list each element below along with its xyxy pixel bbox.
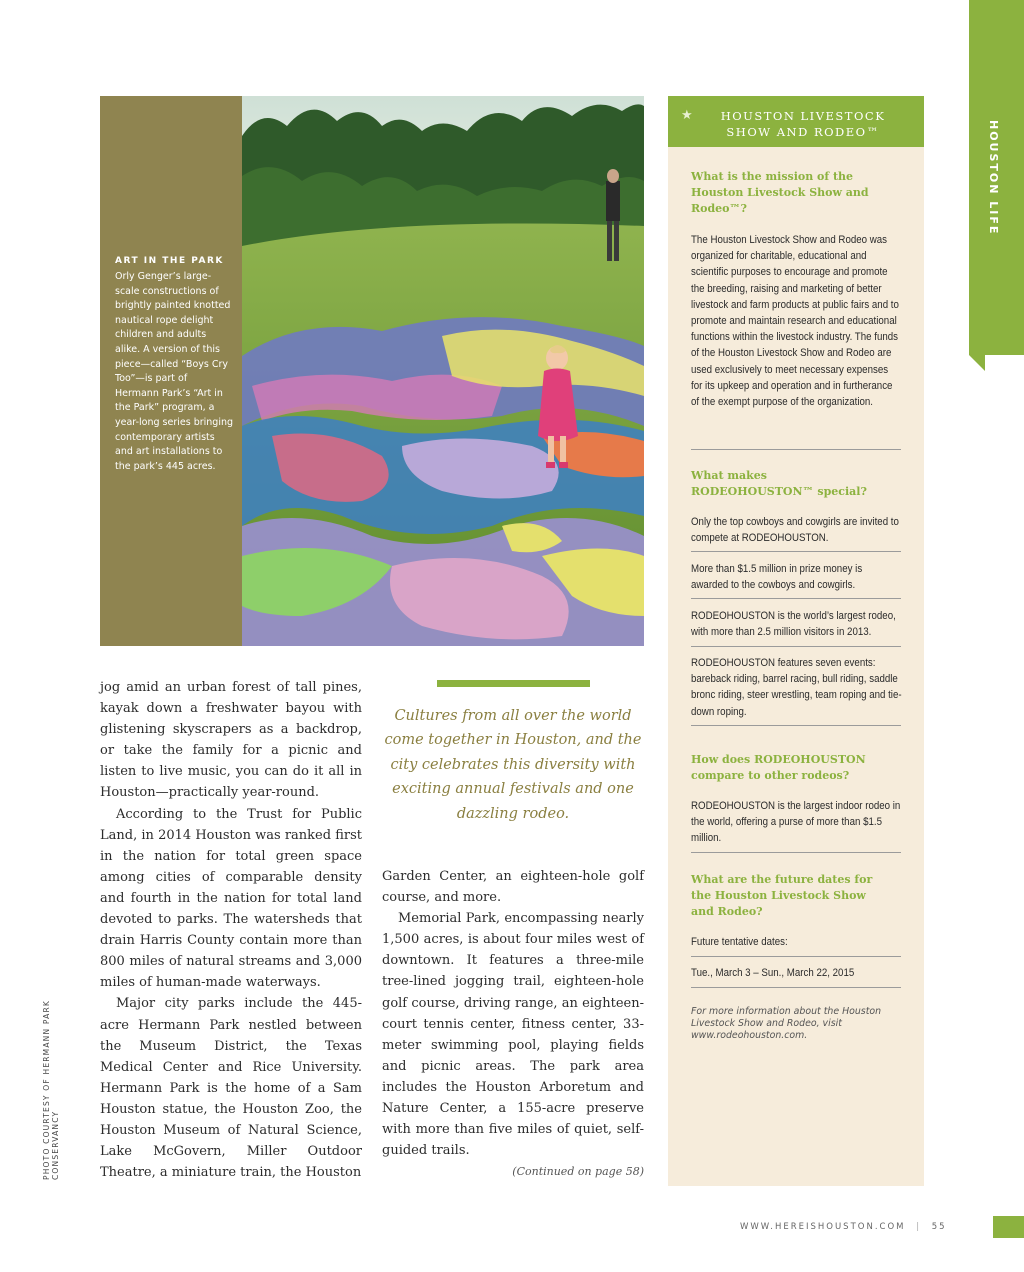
sidebar-answer [691, 232, 901, 410]
paragraph: Memorial Park, encompassing nearly 1,500 acres, is about four miles west of downtown. It features a three-mile tree-lined jogging trail, eighteen-hole golf course, driving range, an eighteen-court tennis center, fitness center, 33-meter swimming pool, playing fields and picnic areas. The park area includes the Houston Arboretum and Nature Center, a 155-acre preserve with more than five miles of quiet, self-guided trails. [382, 911, 644, 1159]
divider [691, 598, 901, 599]
sidebar-header [668, 96, 924, 147]
paragraph: According to the Trust for Public Land, in 2014 Houston was ranked first in the nation for total green space among cities of comparable density and fourth in the nation for total land devoted to parks. The watersheds that drain Harris County contain more than 800 miles of natural streams and 3,000 miles of human-made waterways. [100, 806, 362, 991]
photo-illustration [242, 96, 644, 646]
article-column-1 [100, 677, 362, 1183]
sidebar-answer [691, 561, 901, 593]
star-icon: ★ [681, 108, 693, 123]
sidebar-question: What makes RODEOHOUSTON™ special? [691, 469, 867, 498]
sidebar-answer [691, 934, 901, 950]
divider [691, 725, 901, 726]
section-tab-notch [969, 355, 985, 371]
footer-separator: | [916, 1222, 922, 1232]
sidebar-answer [691, 965, 901, 981]
paragraph: jog amid an urban forest of tall pines, kayak down a freshwater bayou with glistening skyscrapers as a backdrop, or take the family for a picnic and listen to live music, you can do it all in Houston—practically year-round. [100, 680, 362, 801]
pull-quote-rule [437, 680, 590, 687]
sidebar-dates: Tue., March 3 – Sun., March 22, 2015 [691, 967, 855, 979]
photo-caption-panel [100, 96, 242, 646]
sidebar-question: What is the mission of the Houston Livestock Show and Rodeo™? [691, 170, 869, 215]
sidebar-answer [691, 655, 901, 720]
caption-title: ART IN THE PARK [115, 256, 224, 266]
article-column-2 [382, 866, 644, 1182]
sidebar-answer-text: More than $1.5 million in prize money is awarded to the cowboys and cowgirls. [691, 563, 863, 592]
sidebar-title: HOUSTON LIVESTOCK SHOW AND RODEO™ [720, 109, 886, 139]
rodeo-sidebar [668, 96, 924, 1186]
sidebar-question: What are the future dates for the Houston Livestock Show and Rodeo? [691, 873, 873, 918]
page-footer [740, 1222, 947, 1232]
divider [691, 987, 901, 988]
footer-url: WWW.HEREISHOUSTON.COM [740, 1222, 906, 1232]
sidebar-answer [691, 798, 901, 847]
continued-note: (Continued on page 58) [512, 1165, 644, 1179]
sidebar-answer-text: Future tentative dates: [691, 936, 788, 948]
paragraph: Garden Center, an eighteen-hole golf course, and more. [382, 869, 644, 906]
sidebar-answer-text: Only the top cowboys and cowgirls are invited to compete at RODEOHOUSTON. [691, 516, 899, 545]
pull-quote: Cultures from all over the world come together in Houston, and the city celebrates this diversity with exciting annual festivals and one dazzling rodeo. [384, 708, 642, 822]
footer-accent-block [993, 1216, 1024, 1238]
paragraph: Major city parks include the 445-acre Hermann Park nestled between the Museum District, the Texas Medical Center and Rice University. Hermann Park is the home of a Sam Houston statue, the Houston Zoo, the Houston Museum of Natural Science, Lake McGovern, Miller Outdoor Theatre, a miniature train, the Houston [100, 996, 362, 1181]
sidebar-answer-text: RODEOHOUSTON is the world’s largest rodeo, with more than 2.5 million visitors in 2013. [691, 610, 896, 639]
sidebar-answer [691, 608, 901, 640]
sidebar-more-info: For more information about the Houston Livestock Show and Rodeo, visit www.rodeohouston.com. [691, 1006, 882, 1041]
art-in-the-park-photo [242, 96, 644, 646]
divider [691, 852, 901, 853]
sidebar-answer-text: The Houston Livestock Show and Rodeo was organized for charitable, educational and scientific purposes to encourage and promote the breeding, raising and marketing of better livestock and farm products at public fairs and to promote and maintain research and educational functions within the livestock industry. The funds of the Houston Livestock Show and Rodeo are used exclusively to meet necessary expenses for its upkeep and operation and in furtherance of the exempt purpose of the organization. [691, 234, 899, 409]
sidebar-answer [691, 514, 901, 546]
caption-text: Orly Genger’s large-scale constructions of brightly painted knotted nautical rope delight children and adults alike. A version of this piece—called “Boys Cry Too”—is part of Hermann Park’s “Art in the Park” program, a year-long series bringing contemporary artists and art installations to the park’s 445 acres. [115, 271, 234, 472]
divider [691, 956, 901, 957]
photo-credit: PHOTO COURTESY OF HERMANN PARK CONSERVANCY [42, 1000, 60, 1180]
sidebar-answer-text: RODEOHOUSTON is the largest indoor rodeo in the world, offering a purse of more than $1.5 million. [691, 800, 901, 845]
section-tab-label: HOUSTON LIFE [987, 120, 1000, 236]
page-number: 55 [931, 1222, 947, 1232]
divider [691, 646, 901, 647]
sidebar-answer-text: RODEOHOUSTON features seven events: bareback riding, barrel racing, bull riding, saddle bronc riding, steer wrestling, team roping and tie-down roping. [691, 657, 902, 718]
section-tab [969, 0, 1024, 355]
divider [691, 551, 901, 552]
sidebar-question: How does RODEOHOUSTON compare to other rodeos? [691, 753, 866, 782]
divider [691, 449, 901, 450]
